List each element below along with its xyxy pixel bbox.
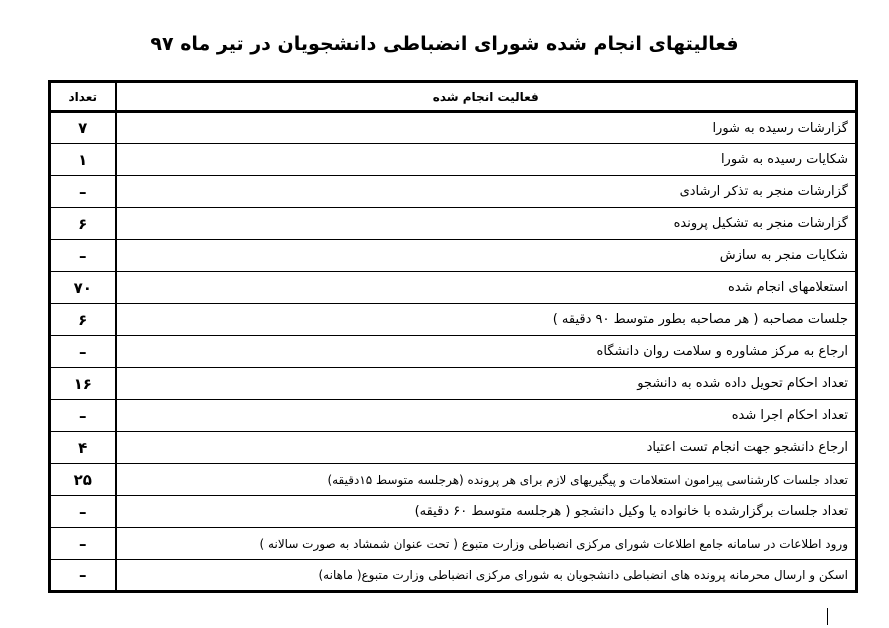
document-title: فعالیتهای انجام شده شورای انضباطی دانشجویان در تیر ماه ۹۷ xyxy=(150,33,739,55)
count-cell: ۶ xyxy=(50,304,116,336)
table-row xyxy=(50,144,857,176)
header-activity: فعالیت انجام شده xyxy=(116,82,857,112)
table-row xyxy=(50,272,857,304)
table-row xyxy=(50,560,857,592)
table-row xyxy=(50,464,857,496)
table-row xyxy=(50,304,857,336)
table-row xyxy=(50,496,857,528)
table-row xyxy=(50,528,857,560)
count-cell: – xyxy=(50,528,116,560)
table-row xyxy=(50,112,857,144)
text-cursor-mark xyxy=(827,608,828,625)
activity-cell: تعداد جلسات کارشناسی پیرامون استعلامات و پیگیریهای لازم برای هر پرونده (هرجلسه متوسط ۱۵دقیقه) xyxy=(116,464,857,496)
count-cell: ۶ xyxy=(50,208,116,240)
count-cell: ۱ xyxy=(50,144,116,176)
header-count: تعداد xyxy=(50,82,116,112)
activity-cell: ورود اطلاعات در سامانه جامع اطلاعات شورای مرکزی انضباطی وزارت متبوع ( تحت عنوان شمشاد به صورت سالانه ) xyxy=(116,528,857,560)
count-cell: – xyxy=(50,496,116,528)
count-cell: – xyxy=(50,400,116,432)
activities-table xyxy=(48,80,858,593)
activity-cell: ارجاع دانشجو جهت انجام تست اعتیاد xyxy=(116,432,857,464)
table-row xyxy=(50,176,857,208)
activity-cell: تعداد احکام تحویل داده شده به دانشجو xyxy=(116,368,857,400)
activity-cell: ارجاع به مرکز مشاوره و سلامت روان دانشگاه xyxy=(116,336,857,368)
count-cell: ۷ xyxy=(50,112,116,144)
count-cell: ۲۵ xyxy=(50,464,116,496)
table-row xyxy=(50,336,857,368)
table-header-row xyxy=(50,82,857,112)
count-cell: – xyxy=(50,240,116,272)
count-cell: ۷۰ xyxy=(50,272,116,304)
activity-cell: تعداد جلسات برگزارشده با خانواده یا وکیل دانشجو ( هرجلسه متوسط ۶۰ دقیقه) xyxy=(116,496,857,528)
table-row xyxy=(50,240,857,272)
table-row xyxy=(50,368,857,400)
count-cell: – xyxy=(50,176,116,208)
activity-cell: اسکن و ارسال محرمانه پرونده های انضباطی دانشجویان به شورای مرکزی انضباطی وزارت متبوع( ماهانه) xyxy=(116,560,857,592)
activity-cell: شکایات منجر به سازش xyxy=(116,240,857,272)
table-row xyxy=(50,400,857,432)
count-cell: – xyxy=(50,336,116,368)
count-cell: ۱۶ xyxy=(50,368,116,400)
activity-cell: شکایات رسیده به شورا xyxy=(116,144,857,176)
activity-cell: گزارشات رسیده به شورا xyxy=(116,112,857,144)
count-cell: – xyxy=(50,560,116,592)
activity-cell: تعداد احکام اجرا شده xyxy=(116,400,857,432)
activity-cell: جلسات مصاحبه ( هر مصاحبه بطور متوسط ۹۰ دقیقه ) xyxy=(116,304,857,336)
table-row xyxy=(50,208,857,240)
activity-cell: گزارشات منجر به تشکیل پرونده xyxy=(116,208,857,240)
activity-cell: گزارشات منجر به تذکر ارشادی xyxy=(116,176,857,208)
table-row xyxy=(50,432,857,464)
activity-cell: استعلامهای انجام شده xyxy=(116,272,857,304)
count-cell: ۴ xyxy=(50,432,116,464)
